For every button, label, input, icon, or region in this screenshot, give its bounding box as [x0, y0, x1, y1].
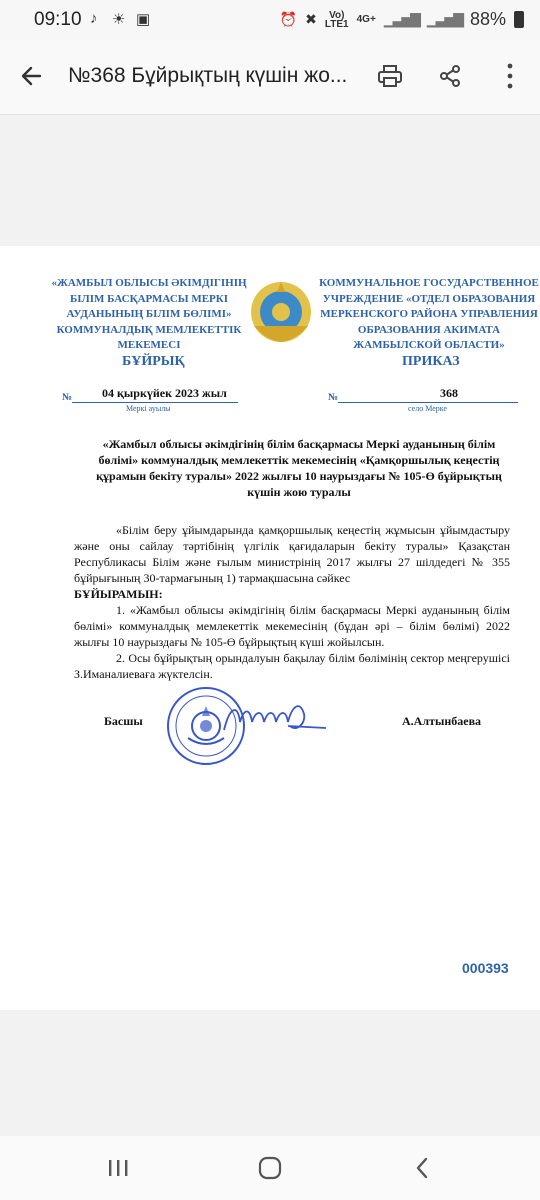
gallery-icon: ▣	[136, 11, 151, 28]
network-gen: 4G+	[356, 14, 376, 25]
volte-indicator: Vo) LTE1	[324, 9, 349, 30]
number-line	[338, 402, 518, 403]
signature-icon	[220, 696, 330, 744]
doc-item-2: 2. Осы бұйрықтың орындалуын бақылау білім бөлімінің сектор меңгерушісі З.Иманалиеваға жүктелсін.	[74, 651, 510, 681]
number-sign-left: №	[62, 392, 73, 403]
header-kz: «ЖАМБЫЛ ОБЛЫСЫ ӘКІМДІГІНІҢ БІЛІМ БАСҚАРМАСЫ МЕРКІ АУДАНЫНЫҢ БІЛІМ БӨЛІМІ» КОММУНАЛДЫҚ МЕМЛЕКЕТТІК МЕКЕМЕСІ	[51, 277, 247, 351]
battery-icon	[514, 11, 524, 28]
date-line	[72, 402, 238, 403]
system-nav-bar	[0, 1136, 540, 1200]
home-button[interactable]	[240, 1148, 300, 1188]
home-icon	[257, 1155, 283, 1181]
doc-subject: «Жамбыл облысы әкімдігінің білім басқармасы Меркі ауданының білім бөлімі» коммуналдық мемлекеттік мекемесінің «Қамқоршылық кеңестің құрамын бекіту туралы» 2022 жылғы 10 наурыздағы № 105-Ө бұйрықтың күшін жою туралы	[96, 437, 502, 499]
share-button[interactable]	[432, 58, 468, 94]
doc-title-ru: ПРИКАЗ	[402, 354, 460, 369]
more-options-button[interactable]	[492, 58, 528, 94]
signal-icon: ▁▃▅▇	[383, 11, 419, 27]
doc-title-kz: БҰЙРЫҚ	[122, 354, 185, 369]
signal-icon-2: ▁▃▅▇	[426, 11, 462, 27]
print-button[interactable]	[372, 58, 408, 94]
doc-paragraph-1: «Білім беру ұйымдарында қамқоршылық кеңестің жұмысын ұйымдастыру және оны сайлау тәртібінің үлгілік қағидаларын бекіту туралы» Қазақстан Республикасы Білім және ғылым министрінің 2017 жылғы 27 шілдедегі № 355 бұйрығының 30-тармағының 1) тармақшасына сәйкес	[74, 523, 510, 585]
back-button[interactable]	[14, 58, 50, 94]
state-emblem-icon	[246, 276, 316, 348]
page-title: №368 Бұйрықтың күшін жо...	[68, 64, 348, 87]
signatory-title: Басшы	[104, 714, 143, 728]
printer-icon	[376, 62, 404, 90]
number-sign-right: №	[328, 392, 339, 403]
more-vert-icon	[505, 62, 515, 90]
status-time: 09:10	[34, 9, 82, 30]
alarm-icon: ⏰	[279, 11, 298, 27]
doc-number: 368	[440, 386, 458, 400]
place-ru: село Мерке	[408, 404, 447, 413]
system-back-button[interactable]	[392, 1148, 452, 1188]
status-right	[280, 9, 524, 30]
share-icon	[437, 63, 463, 89]
app-bar	[0, 40, 540, 115]
battery-text: 88%	[469, 9, 506, 29]
recent-apps-icon	[106, 1157, 130, 1179]
arrow-left-icon	[14, 58, 50, 94]
header-ru: КОММУНАЛЬНОЕ ГОСУДАРСТВЕННОЕ УЧРЕЖДЕНИЕ «ОТДЕЛ ОБРАЗОВАНИЯ МЕРКЕНСКОГО РАЙОНА УПРАВЛЕНИЯ ОБРАЗОВАНИЯ АКИМАТА ЖАМБЫЛСКОЙ ОБЛАСТИ»	[319, 277, 539, 351]
signatory-name: А.Алтынбаева	[402, 714, 482, 728]
tiktok-icon: ♪	[90, 10, 98, 27]
doc-body	[74, 522, 510, 682]
weather-icon: ☀	[112, 11, 126, 28]
status-bar	[0, 0, 540, 40]
mute-icon: ✖	[305, 11, 317, 27]
document-page[interactable]	[0, 246, 540, 1010]
place-kz: Меркі ауылы	[126, 404, 171, 413]
doc-item-1: 1. «Жамбыл облысы әкімдігінің білім басқармасы Меркі ауданының білім бөлімі» коммуналдық мемлекеттік мекемесінің (бұдан әрі – білім бөлімі) 2022 жылғы 10 наурыздағы № 105-Ө бұйрықтың күші жойылсын.	[74, 603, 510, 649]
recent-apps-button[interactable]	[88, 1148, 148, 1188]
back-icon	[412, 1156, 432, 1180]
doc-date: 04 қыркүйек 2023 жыл	[102, 386, 227, 400]
serial-number: 000393	[462, 960, 509, 976]
order-word: БҰЙЫРАМЫН:	[74, 587, 163, 601]
